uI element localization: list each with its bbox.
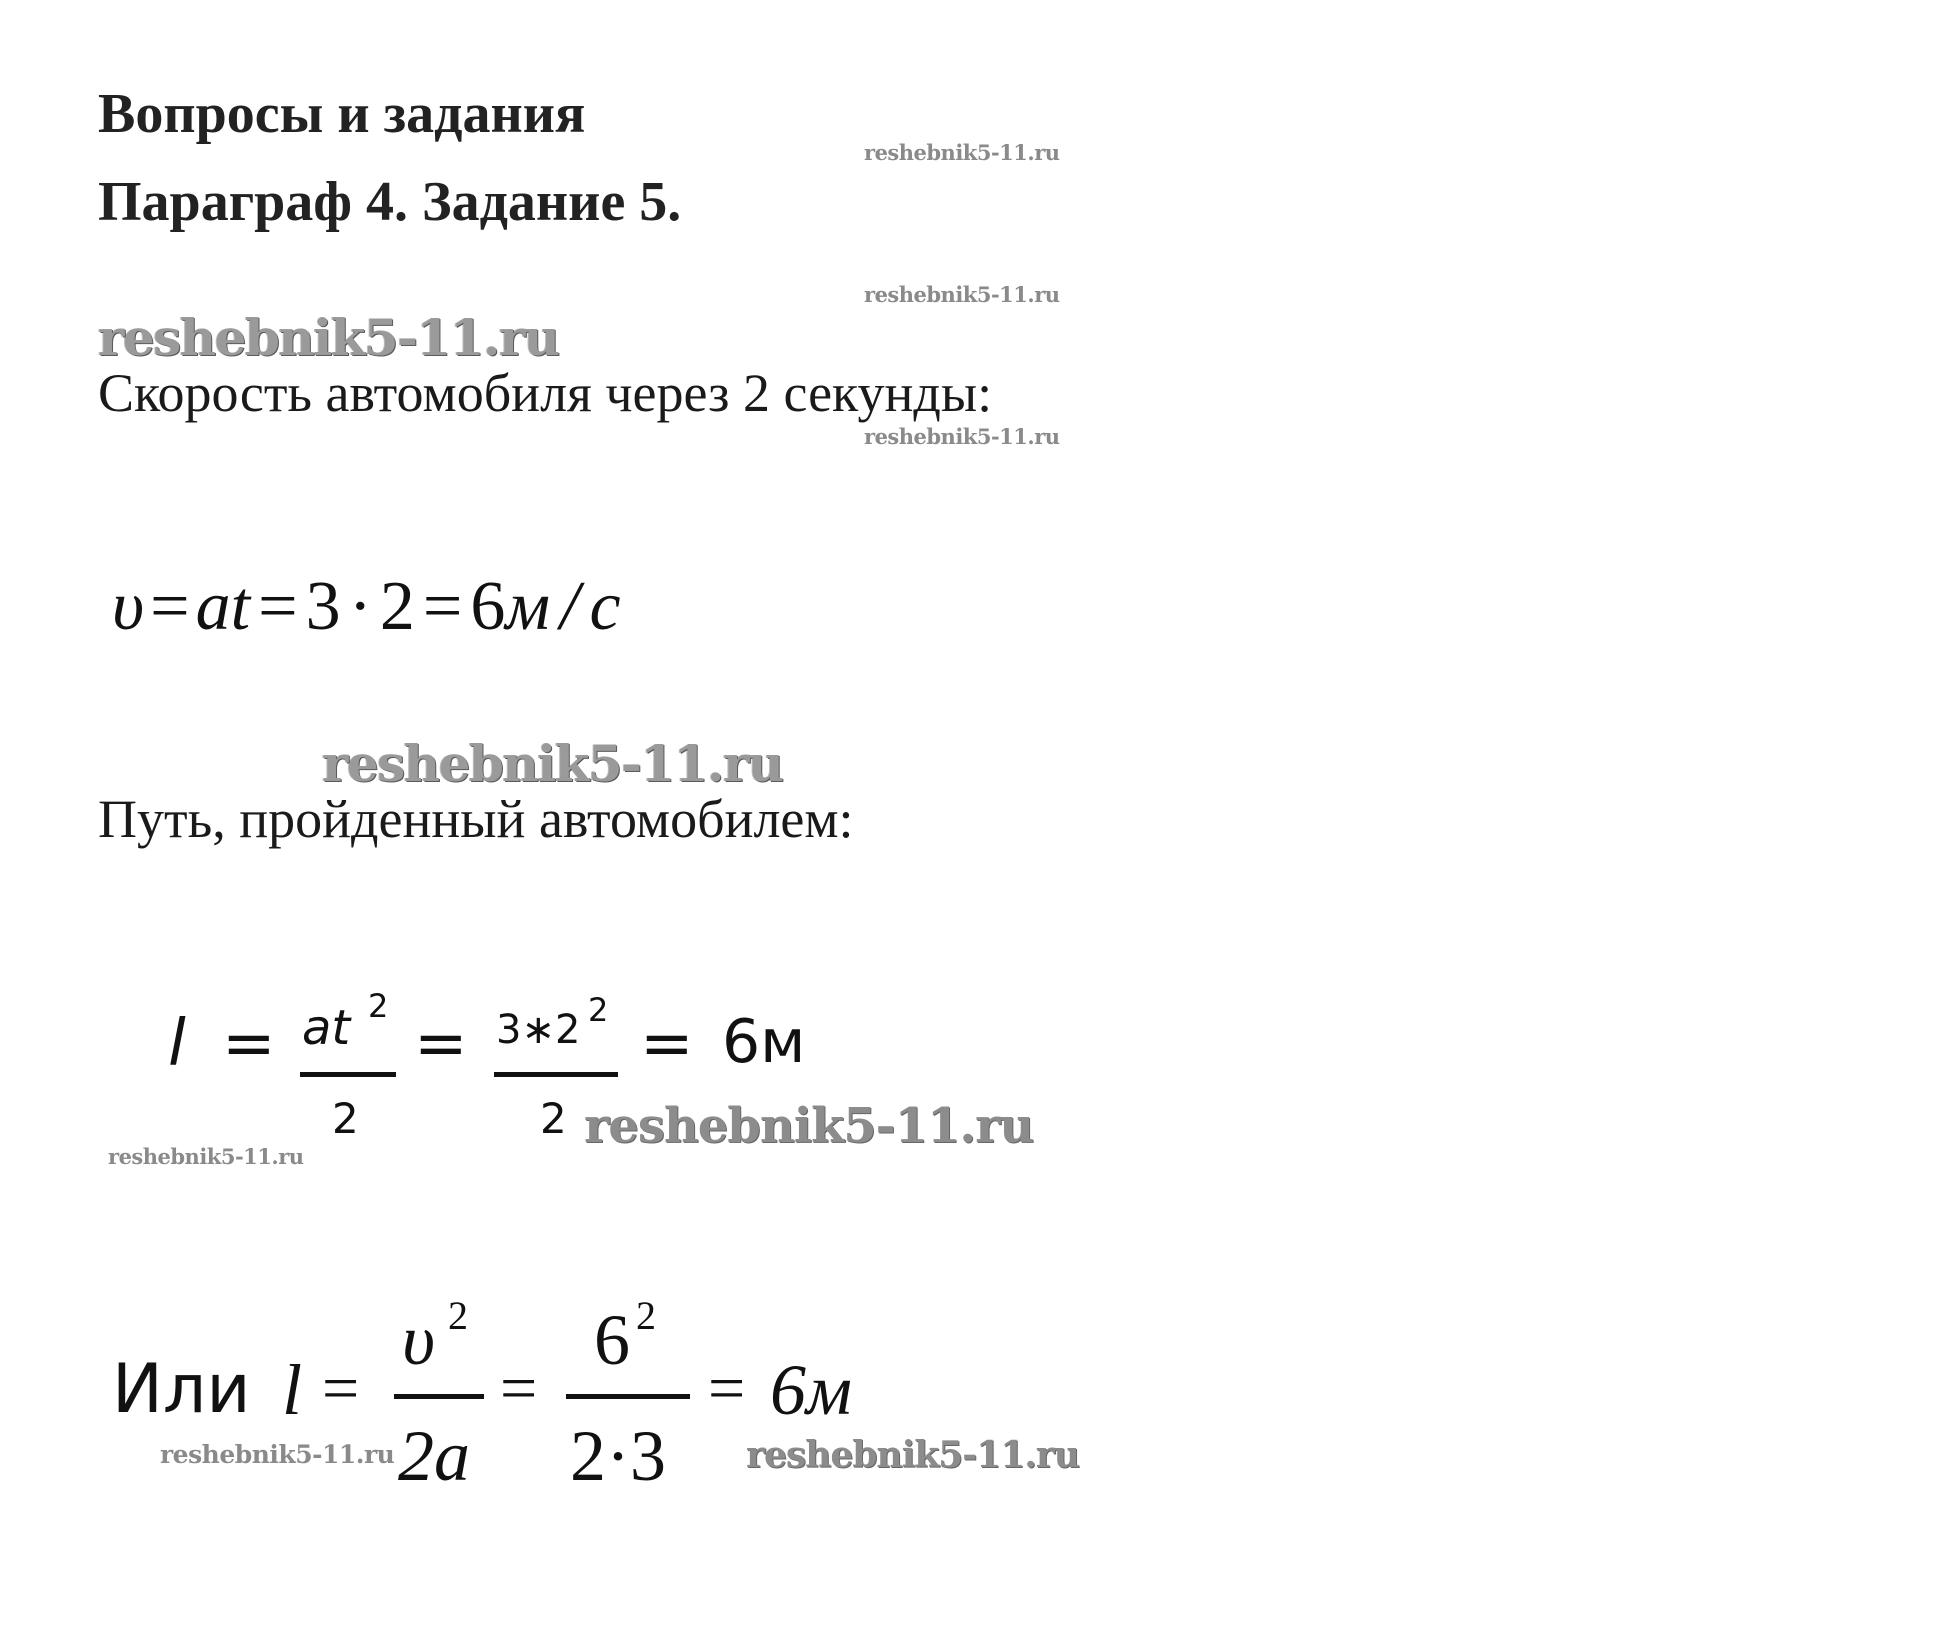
- path-symbol: l: [168, 1007, 186, 1081]
- equals-sign: =: [708, 1352, 746, 1425]
- fraction-denominator: 2a: [398, 1416, 470, 1496]
- watermark: reshebnik5-11.ru: [98, 308, 559, 367]
- fraction-numerator-6: 6: [594, 1300, 630, 1380]
- time-value: 2: [379, 568, 415, 645]
- equals-sign: =: [422, 568, 463, 645]
- equals-sign: =: [222, 1007, 276, 1081]
- fraction-numerator-at: at: [302, 1000, 351, 1056]
- watermark: reshebnik5-11.ru: [322, 734, 783, 793]
- exponent-2: 2: [636, 1293, 656, 1338]
- equals-sign: =: [322, 1352, 360, 1425]
- fraction-denominator: 2·3: [570, 1416, 666, 1496]
- equals-sign: =: [150, 568, 190, 645]
- exponent-2: 2: [368, 987, 389, 1025]
- watermark: reshebnik5-11.ru: [864, 424, 1060, 449]
- fraction-bar: [566, 1394, 690, 1399]
- watermark: reshebnik5-11.ru: [864, 140, 1060, 165]
- fraction-numerator-v: υ: [402, 1300, 436, 1380]
- at-term: at: [195, 568, 251, 645]
- page-title: Вопросы и задания: [98, 83, 586, 145]
- speed-formula: [112, 568, 621, 645]
- path-intro-text: Путь, пройденный автомобилем:: [98, 789, 854, 849]
- watermark: reshebnik5-11.ru: [584, 1098, 1034, 1154]
- exponent-2: 2: [448, 1293, 468, 1338]
- velocity-symbol: υ: [112, 568, 145, 645]
- fraction-numerator-3x2: 3∗2: [496, 1007, 581, 1053]
- equals-sign: =: [640, 1007, 694, 1081]
- multiply-dot: ·: [348, 568, 372, 645]
- fraction-bar: [300, 1072, 396, 1077]
- slash: /: [560, 568, 580, 645]
- unit-meter: м: [505, 568, 551, 645]
- exponent-2: 2: [588, 991, 609, 1029]
- path-result: 6м: [770, 1350, 852, 1430]
- watermark: reshebnik5-11.ru: [746, 1434, 1079, 1476]
- fraction-denominator: 2: [540, 1094, 567, 1143]
- fraction-denominator: 2: [332, 1094, 359, 1143]
- watermark: reshebnik5-11.ru: [108, 1144, 304, 1169]
- section-subtitle: Параграф 4. Задание 5.: [98, 171, 682, 233]
- watermark: reshebnik5-11.ru: [160, 1440, 395, 1469]
- speed-result-value: 6: [470, 568, 506, 645]
- unit-second: с: [589, 568, 621, 645]
- or-word: Или: [112, 1350, 251, 1429]
- path-result: 6м: [722, 1007, 806, 1077]
- equals-sign: =: [258, 568, 298, 645]
- path-symbol: l: [282, 1350, 303, 1430]
- fraction-bar: [394, 1394, 484, 1399]
- fraction-bar: [494, 1072, 618, 1077]
- acceleration-value: 3: [305, 568, 341, 645]
- equals-sign: =: [500, 1352, 538, 1425]
- watermark: reshebnik5-11.ru: [864, 282, 1060, 307]
- speed-intro-text: Скорость автомобиля через 2 секунды:: [98, 363, 993, 423]
- equals-sign: =: [414, 1007, 468, 1081]
